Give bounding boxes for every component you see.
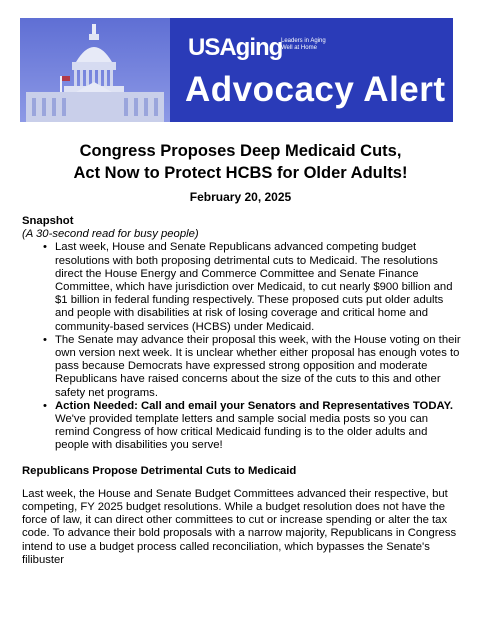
- bullet-text: Last week, House and Senate Republicans advanced competing budget resolutions with both proposing detrimental cuts to Medicaid. The resolutions direct the House Energy and Commerce Committee and Senate Finance Committee, which have jurisdiction over Medicaid, to cut nearly $900 billion and $1 billion in federal funding respectively. These proposed cuts put older adults and people with disabilities at risk of losing coverage and critical home and community-based services (HCBS) under Medicaid.: [55, 241, 453, 333]
- headline-line-2: Act Now to Protect HCBS for Older Adults!: [73, 164, 408, 182]
- logo-tagline: Leaders in Aging Well at Home: [281, 38, 326, 51]
- list-item: [55, 241, 462, 333]
- advocacy-alert-banner: [20, 18, 453, 122]
- list-item: [55, 334, 462, 400]
- publish-date: February 20, 2025: [189, 190, 292, 204]
- bullet-text: We've provided template letters and sample social media posts so you can remind Congress of how critical Medicaid funding is to the older adults and people with disabilities you serve!: [55, 413, 429, 452]
- section-paragraph: Last week, the House and Senate Budget Committees advanced their respective, but competing, FY 2025 budget resolutions. While a budget resolution does not have the force of law, it can direct other committees to cut or increase spending or alter the tax code. To advance their bold proposals with a narrow majority, Republicans in Congress intend to use a budget process called reconciliation, which bypasses the Senate's filibuster: [22, 487, 457, 566]
- snapshot-list: [22, 241, 462, 452]
- article-body: [22, 215, 462, 567]
- snapshot-heading: Snapshot: [22, 215, 74, 227]
- logo-text: USAging: [188, 34, 283, 61]
- capitol-building-icon: [20, 18, 170, 122]
- banner-title: Advocacy Alert: [185, 70, 446, 109]
- list-item: [55, 400, 462, 453]
- bullet-text: The Senate may advance their proposal this week, with the House voting on their own version next week. It is unclear whether either proposal has enough votes to pass because Democrats have expressed strong opposition and moderate Republicans have raised concerns about the size of the cuts to this and other safety net programs.: [55, 333, 461, 399]
- action-needed-text: Action Needed: Call and email your Senators and Representatives TODAY.: [55, 399, 454, 412]
- snapshot-subnote: (A 30-second read for busy people): [22, 228, 199, 241]
- page-headline: [20, 140, 461, 184]
- section-heading: Republicans Propose Detrimental Cuts to Medicaid: [22, 464, 297, 477]
- headline-line-1: Congress Proposes Deep Medicaid Cuts,: [79, 142, 402, 160]
